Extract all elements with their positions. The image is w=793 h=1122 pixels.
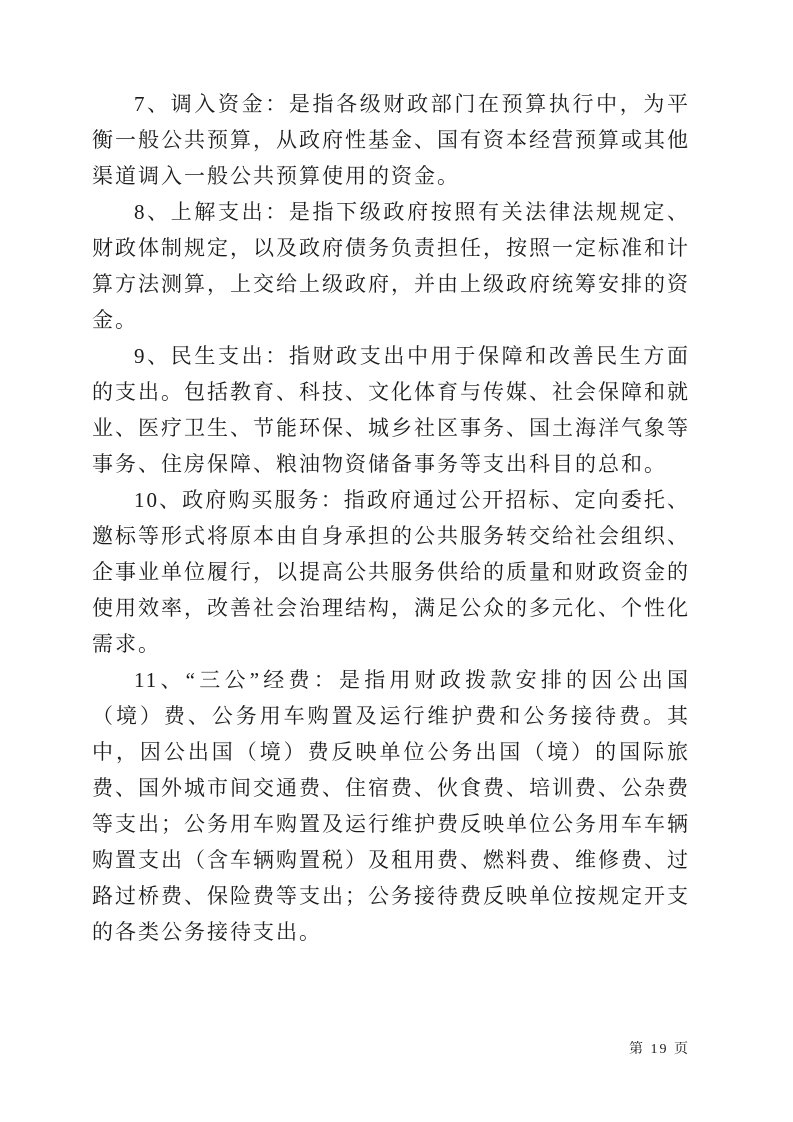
definition-paragraph-minsheng-zhichu: 9、民生支出：指财政支出中用于保障和改善民生方面的支出。包括教育、科技、文化体育与传媒、社会保障和就业、医疗卫生、节能环保、城乡社区事务、国土海洋气象等事务、住房保障、粮油物资储备事务等支出科目的总和。 — [92, 344, 690, 476]
definition-paragraph-sangong-jingfei: 11、“三公”经费：是指用财政拨款安排的因公出国（境）费、公务用车购置及运行维护费和公务接待费。其中，因公出国（境）费反映单位公务出国（境）的国际旅费、国外城市间交通费、住宿费、伙食费、培训费、公杂费等支出；公务用车购置及运行维护费反映单位公务用车车辆购置支出（含车辆购置税）及租用费、燃料费、维修费、过路过桥费、保险费等支出；公务接待费反映单位按规定开支的各类公务接待支出。 — [92, 668, 690, 944]
definition-paragraph-shangjie-zhichu: 8、上解支出：是指下级政府按照有关法律法规规定、财政体制规定，以及政府债务负责担任，按照一定标准和计算方法测算，上交给上级政府，并由上级政府统筹安排的资金。 — [92, 200, 690, 332]
definition-paragraph-zhengfu-goumai-fuwu: 10、政府购买服务：指政府通过公开招标、定向委托、邀标等形式将原本由自身承担的公共服务转交给社会组织、企事业单位履行，以提高公共服务供给的质量和财政资金的使用效率，改善社会治理结构，满足公众的多元化、个性化需求。 — [92, 488, 690, 656]
definition-paragraph-diaoru-zijin: 7、调入资金：是指各级财政部门在预算执行中，为平衡一般公共预算，从政府性基金、国有资本经营预算或其他渠道调入一般公共预算使用的资金。 — [92, 92, 690, 188]
page-number: 第 19 页 — [629, 1042, 690, 1057]
document-body — [92, 86, 690, 950]
